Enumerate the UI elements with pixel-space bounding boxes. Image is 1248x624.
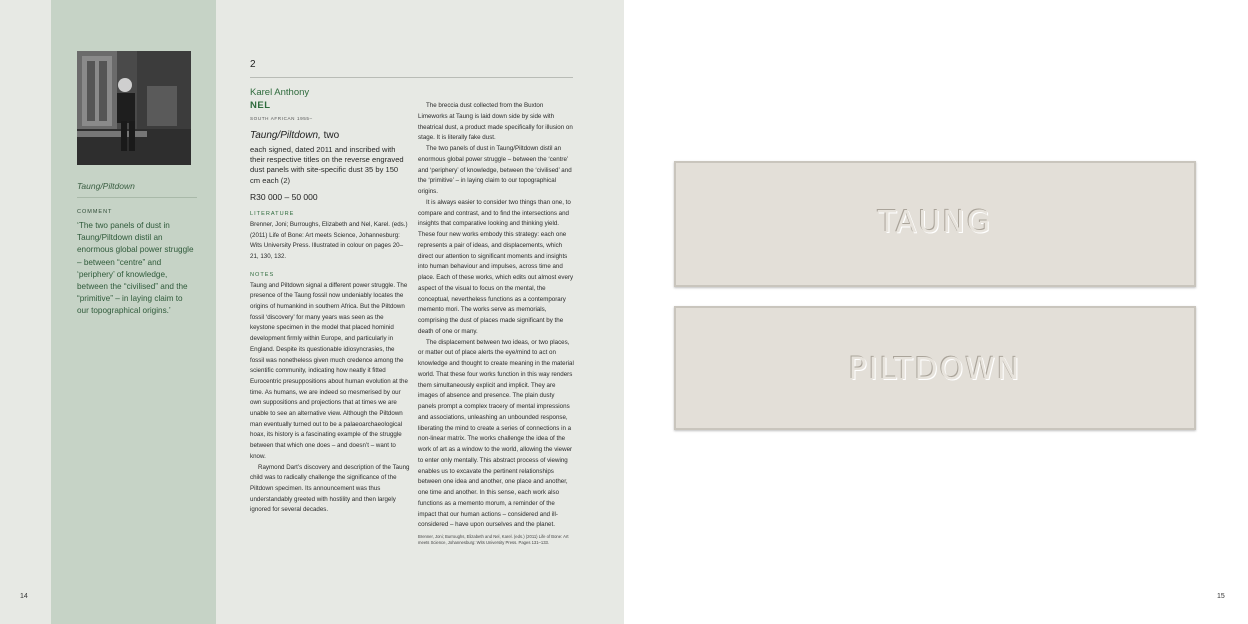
essay-paragraph-3: It is always easier to consider two things than one, to compare and contrast, and to find the intersections and insights that comparative looking and thinking yield. These four new works embody this strategy: each one represents a pair of ideas, and displacements, which direct our attention to significant moments and insights into human behaviour and impulses, across time and place. Each of these works, which edits out almost every aspect of the visual to focus on the mental, the conceptual, nevertheless functions as a contemporary memento mori. The works serve as memorials, comprising the dust of places made significant by the death of one or many.	[418, 198, 574, 335]
piltdown-panel	[674, 306, 1196, 430]
estimate: R30 000 – 50 000	[250, 191, 318, 202]
page-number-right: 15	[1217, 593, 1225, 600]
essay-paragraph-1: The breccia dust collected from the Buxton Limeworks at Taung is laid down side by side with theatrical dust, a product made specifically for illusion on stage. It is literally fake dust.	[418, 102, 573, 142]
taung-panel-text: TAUNG	[877, 205, 993, 240]
artist-photo-image	[77, 51, 191, 165]
lot-details-column	[250, 86, 410, 516]
artist-photo	[77, 51, 191, 165]
artwork-title-suffix: two	[323, 130, 340, 141]
header-divider	[250, 77, 573, 78]
essay-reference: Brenner, Joni; Burroughs, Elizabeth and Nel, Karel. (eds.) (2011) Life of Bone: Art meets Science, Johannesburg: Wits University Press. Pages 131–133.	[418, 534, 569, 545]
artwork-description: each signed, dated 2011 and inscribed with their respective titles on the reverse engraved dust panels with site-specific dust 35 by 150 cm each (2)	[250, 145, 404, 185]
photo-caption: Taung/Piltdown	[77, 181, 135, 191]
artist-first-name: Karel Anthony	[250, 87, 310, 98]
page-number-left: 14	[20, 593, 28, 600]
notes-text	[250, 281, 410, 516]
artist-last-name: NEL	[250, 100, 271, 111]
piltdown-panel-text: PILTDOWN	[848, 352, 1022, 387]
artist-nationality: SOUTH AFRICAN 1955–	[250, 116, 313, 121]
notes-label: NOTES	[250, 271, 275, 278]
comment-text: ‘The two panels of dust in Taung/Piltdown distil an enormous global power struggle – between “centre” and ‘periphery’ of knowledge, between the “civilised” and the “primitive” – in laying claim to our topographical origins.’	[77, 221, 194, 316]
literature-text: Brenner, Joni; Burroughs, Elizabeth and Nel, Karel. (eds.) (2011) Life of Bone: Art meets Science, Johannesburg: Wits University Press. Illustrated in colour on pages 20–21, 130, 132.	[250, 220, 408, 260]
essay-paragraph-2: The two panels of dust in Taung/Piltdown distil an enormous global power struggle – between the ‘centre’ and ‘periphery’ of knowledge, between the ‘civilised’ and the ‘primitive’ – in laying claim to our topographical origins.	[418, 145, 572, 195]
comment-label: COMMENT	[77, 209, 113, 215]
artwork-title-italic: Taung/Piltdown,	[250, 130, 321, 141]
essay-paragraph-4: The displacement between two ideas, or two places, or matter out of place alerts the eye/mind to act on knowledge and thought to create meaning in the material world. That these four works function in this way renders them simultaneously explicit and implicit. They are images of absence and presence. The plain dusty panels prompt a complex tracery of mental impressions and associations, unleashing an unbounded response, liberating the mind to create a series of connections in a non-linear matrix. The works challenge the idea of the work of art as a window to the world, allowing the viewer to enter only mentally. This abstract process of viewing enables us to excavate the pertinent relationships between one idea and another, one place and another, one time and another. In this sense, each work also functions as a memento morum, a reminder of the impact that our human actions – considered and ill-considered – have upon ourselves and the planet.	[418, 338, 574, 529]
essay-column	[418, 101, 574, 546]
sidebar-divider	[77, 197, 197, 198]
notes-paragraph-2: Raymond Dart’s discovery and description of the Taung child was to radically challenge the significance of the Piltdown specimen. Its announcement was thus understandably greeted with hostility and then largely ignored for several decades.	[250, 463, 410, 514]
notes-paragraph-1: Taung and Piltdown signal a different power struggle. The presence of the Taung fossil now undeniably locates the origins of humankind in southern Africa. But the Piltdown fossil ‘discovery’ for many years was seen as the keystone specimen in the model that placed hominid development firmly within Europe, and particularly in England. Despite its questionable idiosyncrasies, the fossil was nonetheless given much credence among the scientific community, indicating how neatly it fitted Eurocentric presuppositions about human evolution at the time. As humans, we are indeed so mesmerised by our own suppositions and projections that at times we are unable to see an alternative view. Although the Piltdown man eventually turned out to be a palaeoarchaeological hoax, its history is a fascinating example of the struggle between that which one does – and doesn’t – want to know.	[250, 281, 408, 460]
taung-panel	[674, 161, 1196, 287]
literature-label: LITERATURE	[250, 210, 295, 217]
lot-number: 2	[250, 59, 256, 70]
artwork-title	[250, 130, 410, 141]
